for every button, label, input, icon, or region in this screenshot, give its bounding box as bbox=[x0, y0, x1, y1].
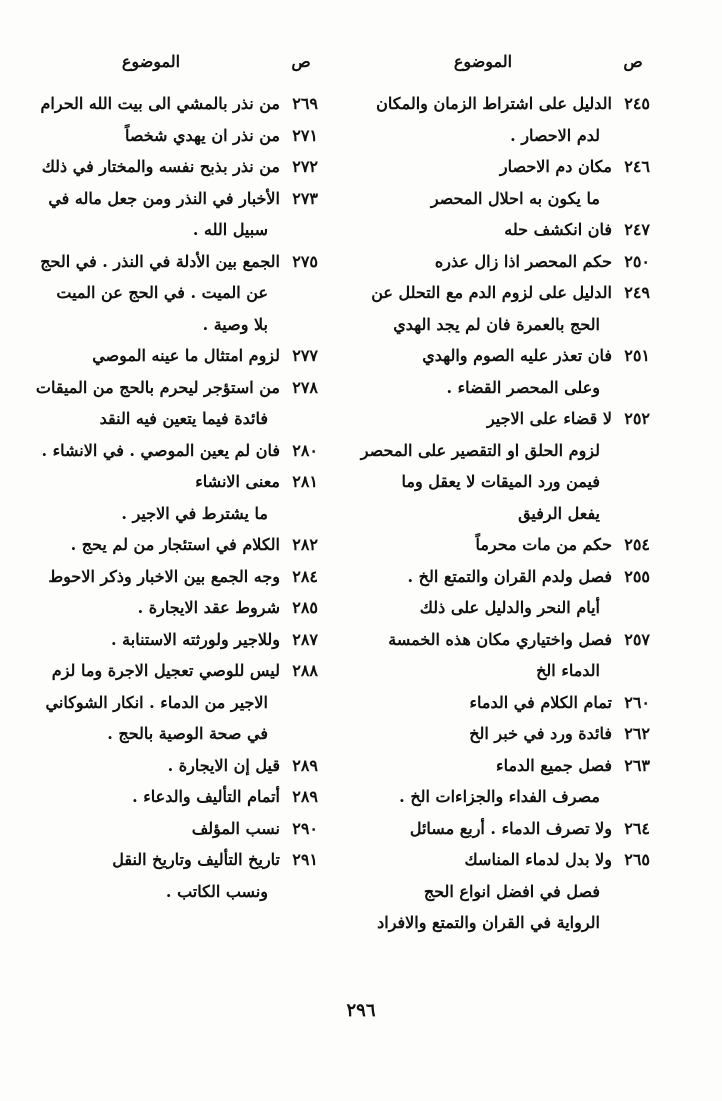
entry-page-number bbox=[612, 466, 650, 498]
index-entry bbox=[350, 813, 650, 845]
entry-page-number: ٢٤٦ bbox=[624, 157, 650, 176]
entry-page-number: ٢٨٠ bbox=[292, 440, 318, 460]
index-entry bbox=[18, 750, 318, 782]
entry-page-number bbox=[280, 214, 318, 246]
index-entry bbox=[18, 246, 318, 278]
entry-topic: من نذر بذبح نفسه والمختار في ذلك bbox=[41, 157, 280, 176]
index-entry bbox=[350, 781, 650, 813]
entry-topic: لزوم الحلق او التقصير على المحصر bbox=[360, 440, 600, 460]
entry-topic: الدليل على اشتراط الزمان والمكان bbox=[376, 94, 612, 113]
entry-page-number bbox=[612, 372, 650, 404]
entry-topic: فيمن ورد الميقات لا يعقل وما bbox=[401, 472, 600, 491]
index-entry bbox=[350, 151, 650, 183]
entry-page-number: ٢٨١ bbox=[292, 472, 318, 491]
entry-page-number bbox=[612, 907, 650, 939]
page-column-label: ص bbox=[291, 52, 311, 71]
entry-topic: شروط عقد الايجارة . bbox=[137, 598, 280, 617]
entry-topic: عن الميت . في الحج عن الميت bbox=[56, 283, 268, 302]
index-entry bbox=[18, 781, 318, 813]
index-entry bbox=[18, 529, 318, 561]
entry-topic: وللاجير ولورثته الاستنابة . bbox=[111, 629, 280, 649]
index-entry bbox=[18, 435, 318, 467]
right-entries-list bbox=[350, 88, 650, 939]
entry-topic: فصل واختياري مكان هذه الخمسة bbox=[388, 629, 612, 649]
entry-topic: فصل جميع الدماء bbox=[496, 755, 612, 775]
entry-page-number bbox=[280, 718, 318, 750]
topic-column-label: الموضوع bbox=[453, 52, 513, 71]
entry-topic: معنى الانشاء bbox=[195, 472, 280, 491]
entry-page-number: ٢٥٠ bbox=[624, 251, 650, 271]
left-index-column bbox=[18, 52, 318, 907]
entry-page-number bbox=[612, 498, 650, 530]
entry-page-number: ٢٥٥ bbox=[624, 566, 650, 586]
entry-topic: بلا وصية . bbox=[202, 314, 268, 334]
entry-page-number: ٢٤٩ bbox=[624, 283, 650, 302]
entry-topic: حكم المحصر اذا زال عذره bbox=[434, 251, 612, 271]
entry-topic: في صحة الوصية بالحج . bbox=[107, 724, 268, 743]
entry-topic: الكلام في استئجار من لم يحج . bbox=[70, 535, 280, 554]
entry-page-number: ٢٧٣ bbox=[292, 188, 318, 208]
index-entry bbox=[350, 498, 650, 530]
entry-topic: فان لم يعين الموصي . في الانشاء . bbox=[41, 440, 280, 460]
entry-topic: قيل إن الايجارة . bbox=[167, 755, 280, 775]
index-entry bbox=[18, 624, 318, 656]
entry-page-number: ٢٧٧ bbox=[292, 346, 318, 365]
entry-topic: ولا بدل لدماء المناسك bbox=[464, 850, 612, 869]
index-entry bbox=[18, 340, 318, 372]
entry-topic: من استؤجر ليحرم بالحج من الميقات bbox=[35, 377, 280, 397]
entry-page-number bbox=[280, 403, 318, 435]
right-column-header bbox=[350, 52, 650, 88]
index-entry bbox=[350, 561, 650, 593]
index-entry bbox=[18, 403, 318, 435]
entry-topic: من نذر بالمشي الى بيت الله الحرام bbox=[40, 94, 280, 113]
page-column-label: ص bbox=[623, 52, 643, 71]
entry-page-number: ٢٩٠ bbox=[292, 818, 318, 838]
entry-page-number bbox=[280, 876, 318, 908]
entry-page-number: ٢٨٨ bbox=[292, 661, 318, 680]
index-entry bbox=[350, 655, 650, 687]
entry-topic: فائدة فيما يتعين فيه النقد bbox=[99, 409, 268, 428]
entry-topic: نسب المؤلف bbox=[191, 818, 280, 838]
entry-topic: الدماء الخ bbox=[536, 661, 600, 680]
entry-page-number bbox=[612, 781, 650, 813]
entry-topic: سبيل الله . bbox=[192, 220, 268, 239]
index-entry bbox=[350, 876, 650, 908]
entry-topic: أيام النحر والدليل على ذلك bbox=[419, 598, 600, 617]
entry-page-number bbox=[612, 309, 650, 341]
entry-page-number: ٢٧٢ bbox=[292, 157, 318, 176]
entry-topic: الأخبار في النذر ومن جعل ماله في bbox=[48, 188, 280, 208]
entry-page-number: ٢٧٥ bbox=[292, 251, 318, 271]
entry-topic: فائدة ورد في خبر الخ bbox=[469, 724, 612, 743]
index-entry bbox=[18, 151, 318, 183]
index-entry bbox=[18, 655, 318, 687]
entry-topic: فصل في افضل انواع الحج bbox=[423, 881, 600, 901]
entry-page-number: ٢٦٠ bbox=[624, 692, 650, 712]
entry-topic: فان تعذر عليه الصوم والهدي bbox=[422, 346, 612, 365]
index-entry bbox=[18, 214, 318, 246]
entry-page-number: ٢٥٤ bbox=[624, 535, 650, 554]
entry-page-number bbox=[612, 435, 650, 467]
entry-page-number: ٢٦٩ bbox=[292, 94, 318, 113]
entry-page-number: ٢٦٣ bbox=[624, 755, 650, 775]
entry-topic: حكم من مات محرماً bbox=[475, 535, 612, 554]
entry-topic: وجه الجمع بين الاخبار وذكر الاحوط bbox=[48, 566, 280, 586]
index-entry bbox=[18, 844, 318, 876]
entry-topic: يفعل الرفيق bbox=[518, 503, 600, 523]
entry-topic: ونسب الكاتب . bbox=[165, 881, 268, 901]
index-entry bbox=[350, 120, 650, 152]
index-entry bbox=[18, 183, 318, 215]
index-entry bbox=[18, 88, 318, 120]
entry-page-number: ٢٦٤ bbox=[624, 818, 650, 838]
index-entry bbox=[350, 214, 650, 246]
index-entry bbox=[18, 498, 318, 530]
entry-page-number bbox=[280, 498, 318, 530]
entry-topic: فان انكشف حله bbox=[504, 220, 612, 239]
index-entry bbox=[350, 624, 650, 656]
index-entry bbox=[350, 844, 650, 876]
entry-page-number bbox=[612, 655, 650, 687]
entry-topic: وعلى المحصر القضاء . bbox=[446, 377, 600, 397]
entry-topic: أتمام التأليف والدعاء . bbox=[132, 787, 280, 806]
entry-page-number: ٢٨٧ bbox=[292, 629, 318, 649]
entry-page-number: ٢٧١ bbox=[292, 125, 318, 145]
index-entry bbox=[350, 907, 650, 939]
entry-page-number: ٢٦٢ bbox=[624, 724, 650, 743]
index-entry bbox=[350, 246, 650, 278]
index-entry bbox=[350, 718, 650, 750]
entry-topic: ليس للوصي تعجيل الاجرة وما لزم bbox=[51, 661, 280, 680]
entry-topic: الاجير من الدماء . انكار الشوكاني bbox=[45, 692, 268, 712]
topic-column-label: الموضوع bbox=[121, 52, 181, 71]
index-entry bbox=[350, 372, 650, 404]
index-entry bbox=[350, 183, 650, 215]
index-entry bbox=[350, 88, 650, 120]
entry-topic: مكان دم الاحصار bbox=[499, 157, 612, 176]
entry-page-number bbox=[612, 120, 650, 152]
entry-topic: ما يشترط في الاجير . bbox=[121, 503, 268, 523]
index-entry bbox=[350, 687, 650, 719]
entry-topic: الدليل على لزوم الدم مع التحلل عن bbox=[371, 283, 612, 302]
index-entry bbox=[18, 277, 318, 309]
entry-page-number bbox=[280, 277, 318, 309]
entry-page-number: ٢٨٤ bbox=[292, 566, 318, 586]
index-entry bbox=[18, 876, 318, 908]
entry-topic: ما يكون به احلال المحصر bbox=[430, 188, 600, 208]
page-number: ٢٩٦ bbox=[346, 1000, 376, 1021]
entry-page-number: ٢٩١ bbox=[292, 850, 318, 869]
entry-page-number: ٢٨٩ bbox=[292, 787, 318, 806]
index-entry bbox=[350, 529, 650, 561]
right-index-column bbox=[350, 52, 650, 939]
entry-topic: ولا تصرف الدماء . أربع مسائل bbox=[409, 818, 612, 838]
entry-page-number: ٢٨٥ bbox=[292, 598, 318, 617]
entry-topic: الجمع بين الأدلة في النذر . في الحج bbox=[40, 251, 280, 271]
index-entry bbox=[350, 403, 650, 435]
entry-page-number: ٢٥٧ bbox=[624, 629, 650, 649]
entry-page-number: ٢٤٥ bbox=[624, 94, 650, 113]
entry-topic: من نذر ان يهدي شخصاً bbox=[124, 125, 280, 145]
entry-page-number: ٢٧٨ bbox=[292, 377, 318, 397]
left-column-header bbox=[18, 52, 318, 88]
entry-page-number bbox=[612, 183, 650, 215]
entry-topic: لزوم امتثال ما عينه الموصي bbox=[92, 346, 280, 365]
left-entries-list bbox=[18, 88, 318, 907]
index-entry bbox=[350, 309, 650, 341]
index-entry bbox=[18, 561, 318, 593]
index-entry bbox=[350, 750, 650, 782]
entry-page-number: ٢٨٢ bbox=[292, 535, 318, 554]
entry-topic: تمام الكلام في الدماء bbox=[469, 692, 612, 712]
entry-topic: مصرف الفداء والجزاءات الخ . bbox=[399, 787, 600, 806]
entry-page-number: ٢٨٩ bbox=[292, 755, 318, 775]
entry-page-number bbox=[612, 876, 650, 908]
index-entry bbox=[18, 466, 318, 498]
index-entry bbox=[18, 718, 318, 750]
entry-topic: لدم الاحصار . bbox=[510, 125, 600, 145]
entry-page-number: ٢٦٥ bbox=[624, 850, 650, 869]
index-entry bbox=[350, 466, 650, 498]
entry-page-number bbox=[280, 309, 318, 341]
index-entry bbox=[18, 687, 318, 719]
index-entry bbox=[18, 309, 318, 341]
entry-page-number: ٢٤٧ bbox=[624, 220, 650, 239]
entry-topic: لا قضاء على الاجير bbox=[486, 409, 612, 428]
index-entry bbox=[350, 435, 650, 467]
entry-page-number: ٢٥١ bbox=[624, 346, 650, 365]
index-entry bbox=[18, 372, 318, 404]
entry-page-number: ٢٥٢ bbox=[624, 409, 650, 428]
index-entry bbox=[18, 813, 318, 845]
entry-topic: فصل ولدم القران والتمتع الخ . bbox=[407, 566, 612, 586]
index-entry bbox=[350, 592, 650, 624]
index-entry bbox=[18, 592, 318, 624]
index-entry bbox=[350, 277, 650, 309]
index-entry bbox=[350, 340, 650, 372]
entry-topic: الحج بالعمرة فان لم يجد الهدي bbox=[393, 314, 600, 334]
entry-topic: الرواية في القران والتمتع والافراد bbox=[377, 913, 600, 932]
index-entry bbox=[18, 120, 318, 152]
entry-page-number bbox=[280, 687, 318, 719]
entry-topic: تاريخ التأليف وتاريخ النقل bbox=[112, 850, 280, 869]
entry-page-number bbox=[612, 592, 650, 624]
